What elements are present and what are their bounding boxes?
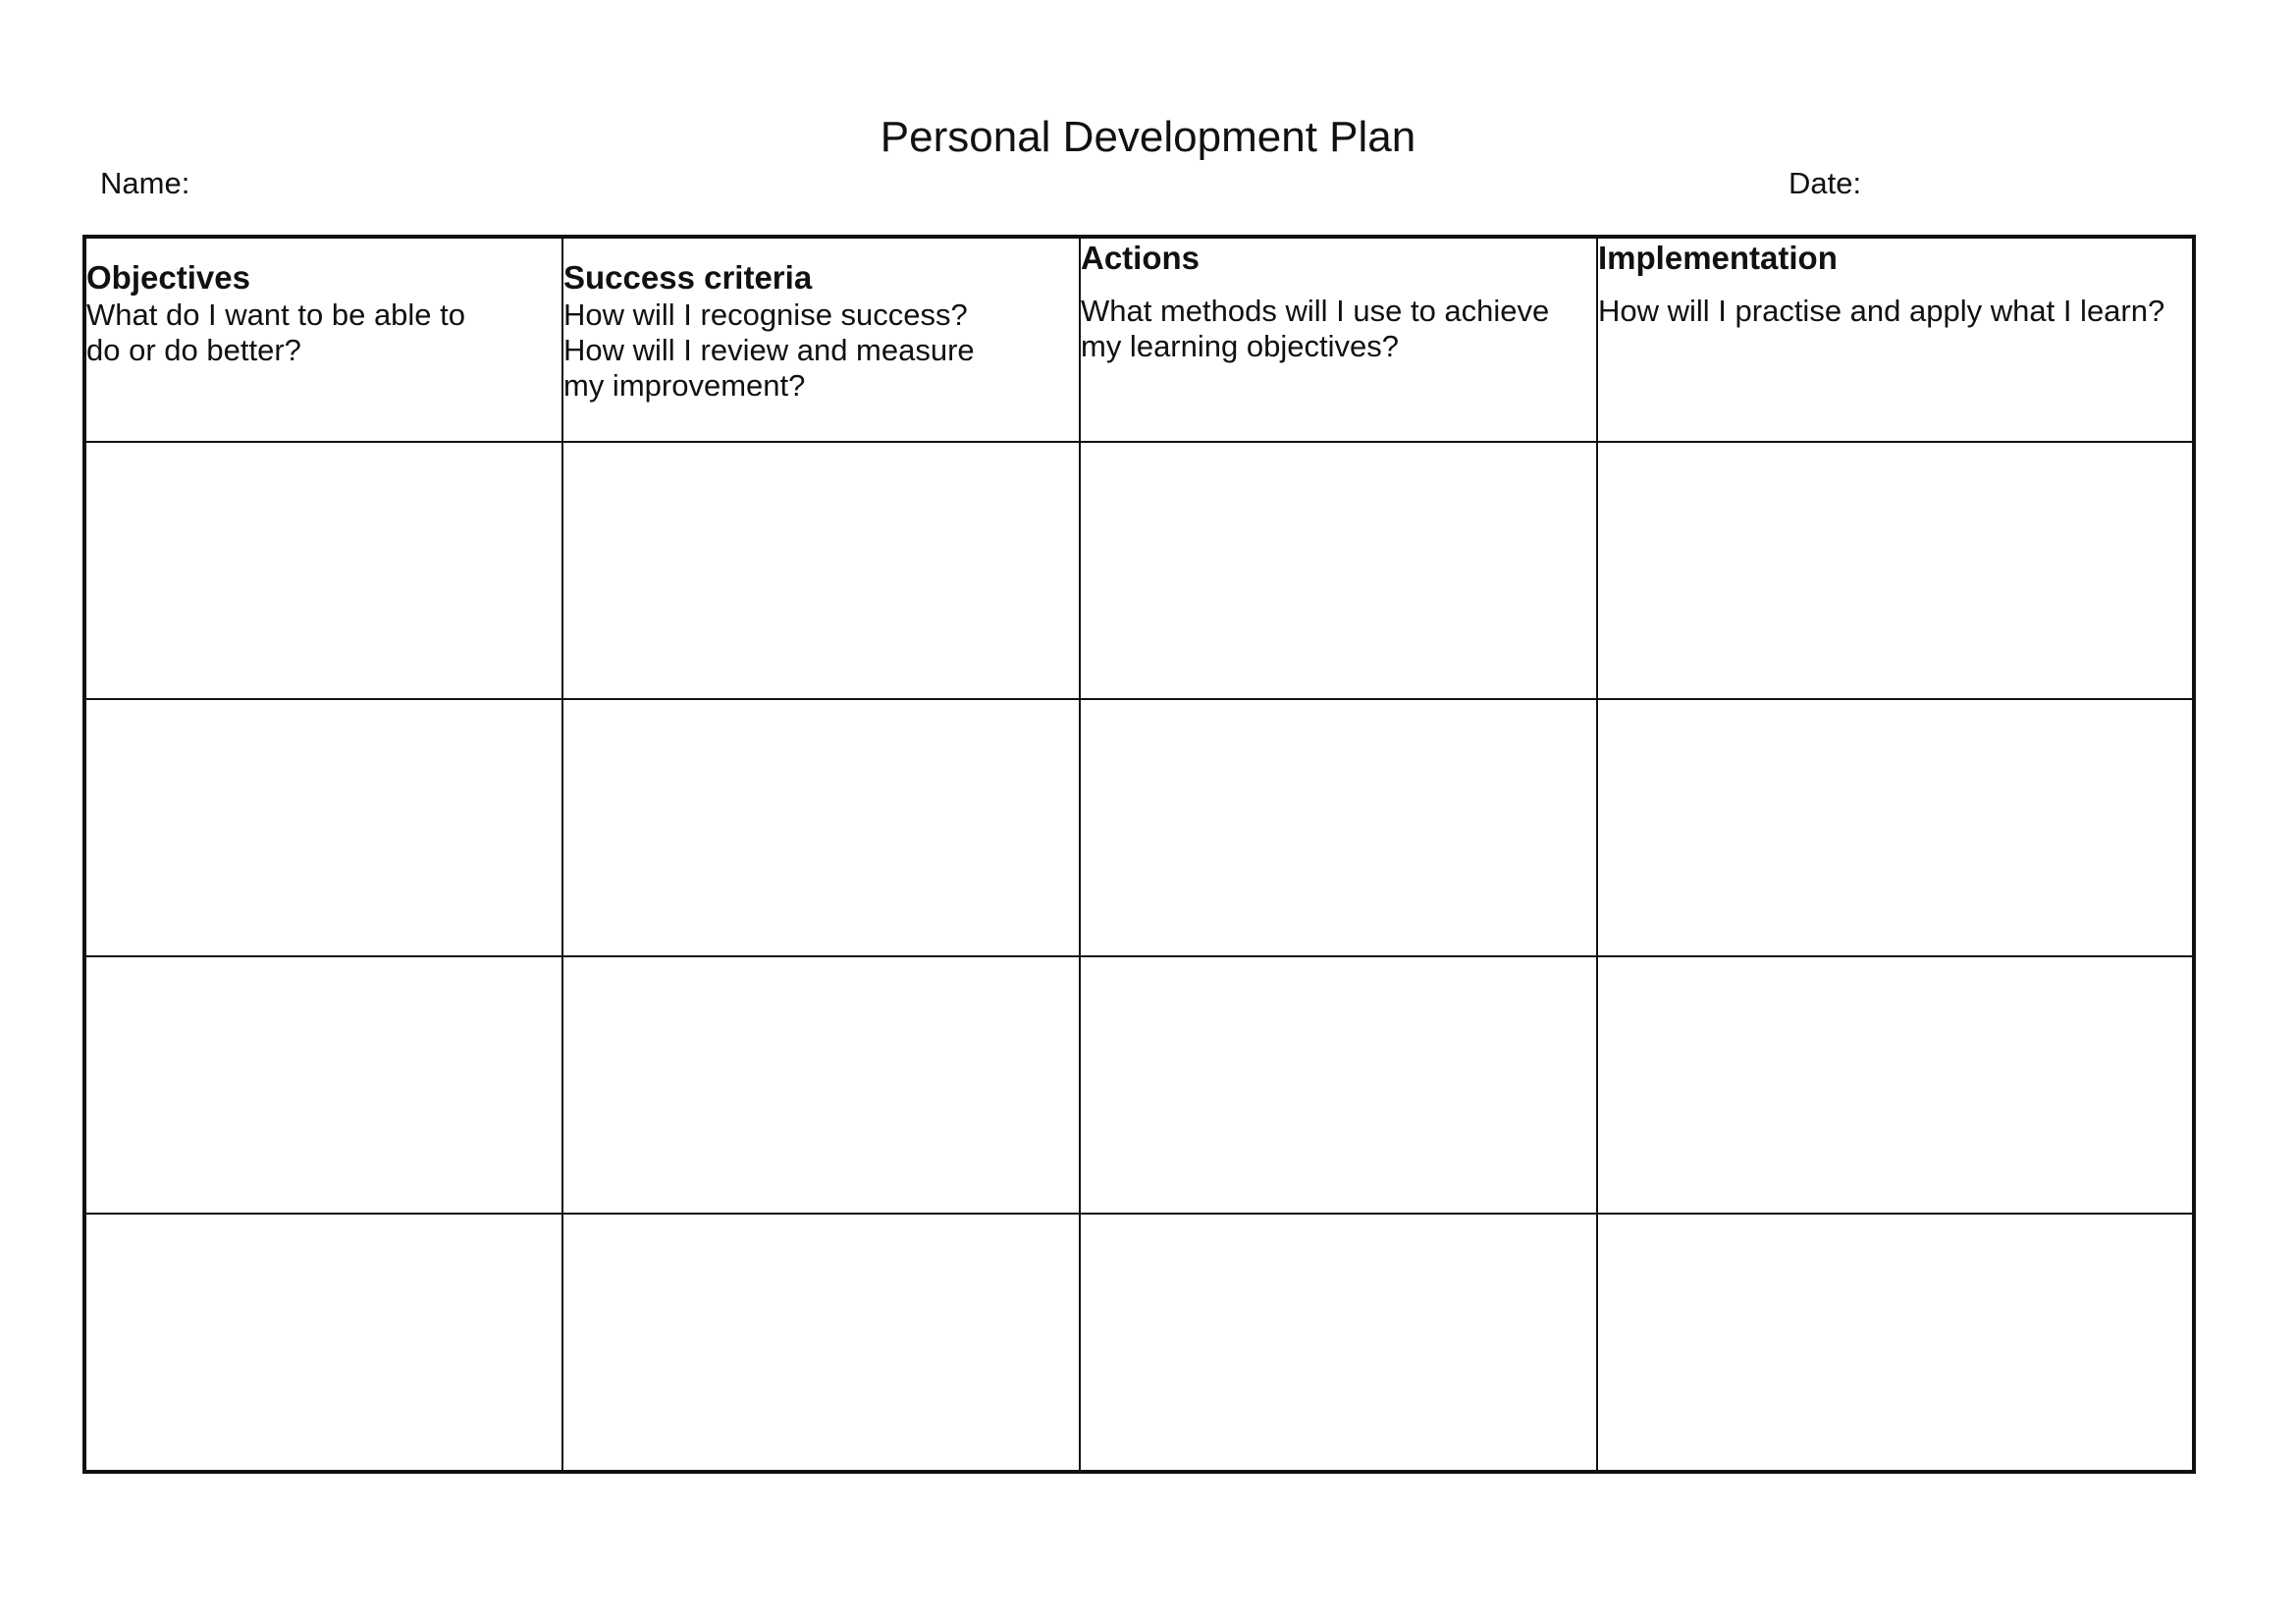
actions-cell[interactable] [1080,956,1597,1214]
actions-cell[interactable] [1080,699,1597,956]
column-heading: Implementation [1598,240,1838,276]
column-description: What do I want to be able to do or do better? [86,298,466,367]
column-heading: Objectives [86,259,250,296]
success-criteria-cell[interactable] [562,442,1080,699]
implementation-cell[interactable] [1597,956,2194,1214]
success-criteria-cell[interactable] [562,956,1080,1214]
column-description: How will I practise and apply what I learn? [1598,294,2165,328]
column-heading: Success criteria [563,259,813,296]
table-row [84,956,2194,1214]
success-criteria-cell[interactable] [562,699,1080,956]
column-header-implementation [1597,237,2194,442]
implementation-cell[interactable] [1597,442,2194,699]
date-label: Date: [1789,166,1862,200]
objectives-cell[interactable] [84,1214,562,1472]
header-row [84,237,2194,442]
objectives-cell[interactable] [84,956,562,1214]
plan-table [82,235,2196,1474]
column-header-success-criteria [562,237,1080,442]
actions-cell[interactable] [1080,1214,1597,1472]
name-label: Name: [100,166,190,200]
objectives-cell[interactable] [84,699,562,956]
success-criteria-cell[interactable] [562,1214,1080,1472]
objectives-cell[interactable] [84,442,562,699]
column-description: How will I recognise success? How will I review and measure my improvement? [563,298,975,403]
column-header-objectives [84,237,562,442]
implementation-cell[interactable] [1597,699,2194,956]
table-row [84,1214,2194,1472]
table-row [84,699,2194,956]
implementation-cell[interactable] [1597,1214,2194,1472]
table-row [84,442,2194,699]
column-header-actions [1080,237,1597,442]
document-title: Personal Development Plan [880,113,1416,161]
column-heading: Actions [1081,240,1201,276]
actions-cell[interactable] [1080,442,1597,699]
column-description: What methods will I use to achieve my learning objectives? [1081,294,1550,363]
